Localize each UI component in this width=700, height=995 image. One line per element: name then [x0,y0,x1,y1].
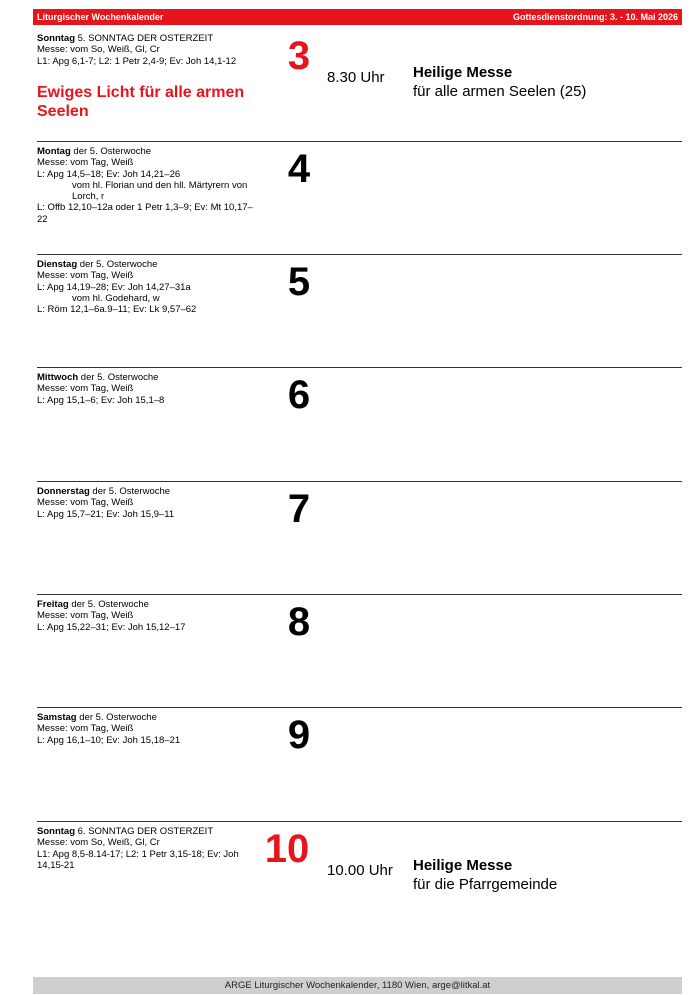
day-name: Freitag [37,599,69,610]
day-block [37,254,682,366]
day-block [37,821,682,933]
liturgy-line: L: Apg 14,5–18; Ev: Joh 14,21–26 [37,168,181,180]
liturgy-line: Messe: vom So, Weiß, Gl, Cr [37,44,160,56]
day-block [37,141,682,253]
day-title: der 5. Osterwoche [77,259,158,270]
day-title: der 5. Osterwoche [78,372,159,383]
day-number: 7 [287,487,311,531]
day-name: Mittwoch [37,372,79,383]
day-info [37,826,262,871]
day-info [37,372,262,406]
day-block [37,707,682,819]
liturgy-line: Messe: vom Tag, Weiß [37,723,134,735]
day-title: der 5. Osterwoche [89,486,171,497]
liturgy-line: Messe: vom So, Weiß, Gl, Cr [37,837,160,849]
day-title: der 5. Osterwoche [76,712,157,723]
day-name: Sonntag [37,826,75,837]
day-name: Donnerstag [37,486,90,497]
day-block [37,29,682,141]
day-title: 5. SONNTAG DER OSTERZEIT [75,33,214,44]
liturgy-line: L1: Apg 6,1-7; L2: 1 Petr 2,4-9; Ev: Joh 14,1-12 [37,55,237,67]
day-heading [37,33,262,44]
day-name: Sonntag [37,33,75,44]
commemoration-line: vom hl. Godehard, w [72,292,160,304]
event-time: 10.00 Uhr [327,862,393,879]
day-heading [37,712,262,723]
day-heading [37,599,262,610]
day-info [37,599,262,633]
day-info [37,486,262,520]
header-bar [33,9,682,25]
day-number: 8 [287,600,311,644]
liturgy-line: Messe: vom Tag, Weiß [37,497,134,509]
commemoration-line: vom hl. Florian und den hll. Märtyrern von Lorch, r [72,179,248,203]
liturgy-line: Messe: vom Tag, Weiß [37,157,134,169]
day-block [37,594,682,706]
day-title: der 5. Osterwoche [68,599,149,610]
liturgy-line: L: Apg 15,1–6; Ev: Joh 15,1–8 [37,394,165,406]
day-heading [37,372,262,383]
day-heading [37,486,262,497]
liturgy-line: L: Apg 16,1–10; Ev: Joh 15,18–21 [37,734,181,746]
footer-bar [33,977,682,994]
day-heading [37,146,262,157]
event-title: Heilige Messe [413,64,513,81]
day-info [37,33,262,67]
day-block [37,367,682,479]
liturgy-line: L: Apg 15,7–21; Ev: Joh 15,9–11 [37,508,175,520]
day-name: Montag [37,146,71,157]
header-title: Liturgischer Wochenkalender [37,12,164,22]
header-date-range: Gottesdienstordnung: 3. - 10. Mai 2026 [512,12,678,22]
day-title: der 5. Osterwoche [70,146,152,157]
day-heading [37,259,262,270]
day-heading [37,826,262,837]
event-time: 8.30 Uhr [327,69,385,86]
day-number: 5 [287,260,311,304]
footer-text: ARGE Liturgischer Wochenkalender, 1180 Wien, arge@litkal.at [224,980,491,991]
day-block [37,481,682,593]
day-info [37,146,262,225]
liturgy-line: Messe: vom Tag, Weiß [37,610,134,622]
special-intention: Ewiges Licht für alle armen Seelen [37,84,245,120]
day-number: 6 [287,373,311,417]
liturgy-line: L1: Apg 8,5-8.14-17; L2: 1 Petr 3,15-18; Ev: Joh 14,15-21 [37,848,239,871]
liturgy-line: Messe: vom Tag, Weiß [37,270,134,282]
event-title: Heilige Messe [413,857,513,874]
day-info [37,712,262,746]
day-number: 4 [287,147,311,191]
day-number: 9 [287,713,311,757]
day-number: 3 [287,34,311,78]
day-title: 6. SONNTAG DER OSTERZEIT [75,826,214,837]
liturgy-line: L: Offb 12,10–12a oder 1 Petr 1,3–9; Ev: Mt 10,17–22 [37,202,253,225]
liturgy-line: L: Apg 15,22–31; Ev: Joh 15,12–17 [37,621,186,633]
day-name: Samstag [37,712,77,723]
event-description [413,63,673,101]
event-detail: für alle armen Seelen (25) [413,83,587,100]
day-info [37,259,262,315]
event-detail: für die Pfarrgemeinde [413,876,558,893]
day-number: 10 [264,827,310,871]
liturgy-line: Messe: vom Tag, Weiß [37,383,134,395]
day-name: Dienstag [37,259,78,270]
liturgy-line: L: Röm 12,1–6a.9–11; Ev: Lk 9,57–62 [37,304,197,316]
liturgy-line: L: Apg 14,19–28; Ev: Joh 14,27–31a [37,281,191,293]
event-description [413,856,673,894]
